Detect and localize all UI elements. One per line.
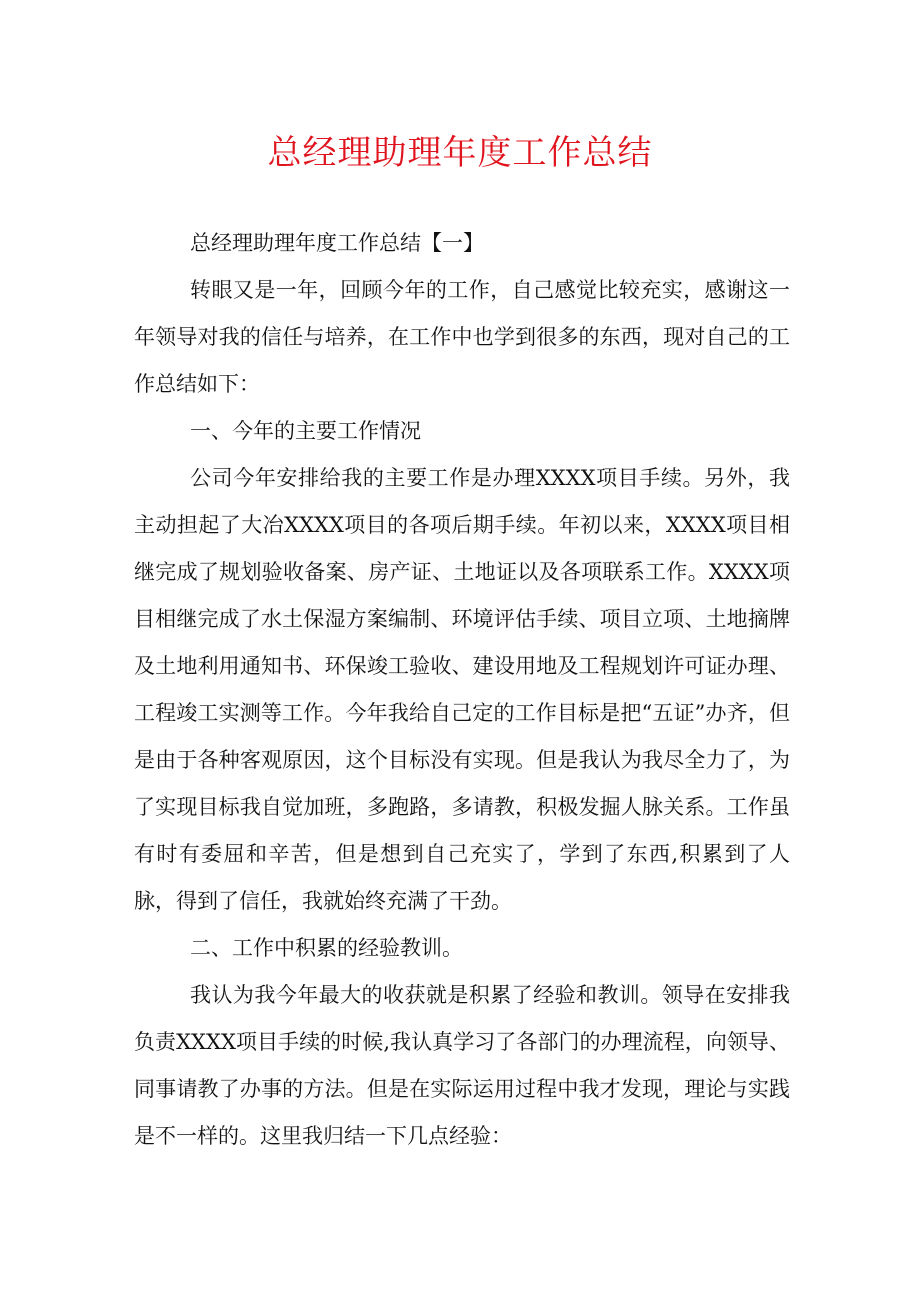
section-heading-lessons: 二、工作中积累的经验教训。 bbox=[190, 936, 463, 960]
document-title: 总经理助理年度工作总结 bbox=[267, 133, 653, 173]
section-heading-part-one: 总经理助理年度工作总结【一】 bbox=[190, 231, 484, 255]
paragraph-intro: 转眼又是一年，回顾今年的工作，自己感觉比较充实，感谢这一年领导对我的信任与培养，在工作中也学到很多的东西，现对自己的工作总结如下： bbox=[134, 278, 790, 396]
paragraph-lessons: 我认为我今年最大的收获就是积累了经验和教训。领导在安排我负责XXXX项目手续的时候,我认真学习了各部门的办理流程，向领导、同事请教了办事的方法。但是在实际运用过程中我才发现，理论与实践是不一样的。这里我归结一下几点经验： bbox=[134, 983, 790, 1148]
paragraph-main-work: 公司今年安排给我的主要工作是办理XXXX项目手续。另外，我主动担起了大冶XXXX项目的各项后期手续。年初以来，XXXX项目相继完成了规划验收备案、房产证、土地证以及各项联系工作。XXXX项目相继完成了水土保湿方案编制、环境评估手续、项目立项、土地摘牌及土地利用通知书、环保竣工验收、建设用地及工程规划许可证办理、工程竣工实测等工作。今年我给自己定的工作目标是把“五证”办齐，但是由于各种客观原因，这个目标没有实现。但是我认为我尽全力了，为了实现目标我自觉加班，多跑路，多请教，积极发掘人脉关系。工作虽有时有委屈和辛苦，但是想到自己充实了，学到了东西,积累到了人脉，得到了信任，我就始终充满了干劲。 bbox=[134, 466, 790, 913]
section-heading-main-work: 一、今年的主要工作情况 bbox=[190, 419, 421, 443]
document-body bbox=[134, 220, 790, 1160]
